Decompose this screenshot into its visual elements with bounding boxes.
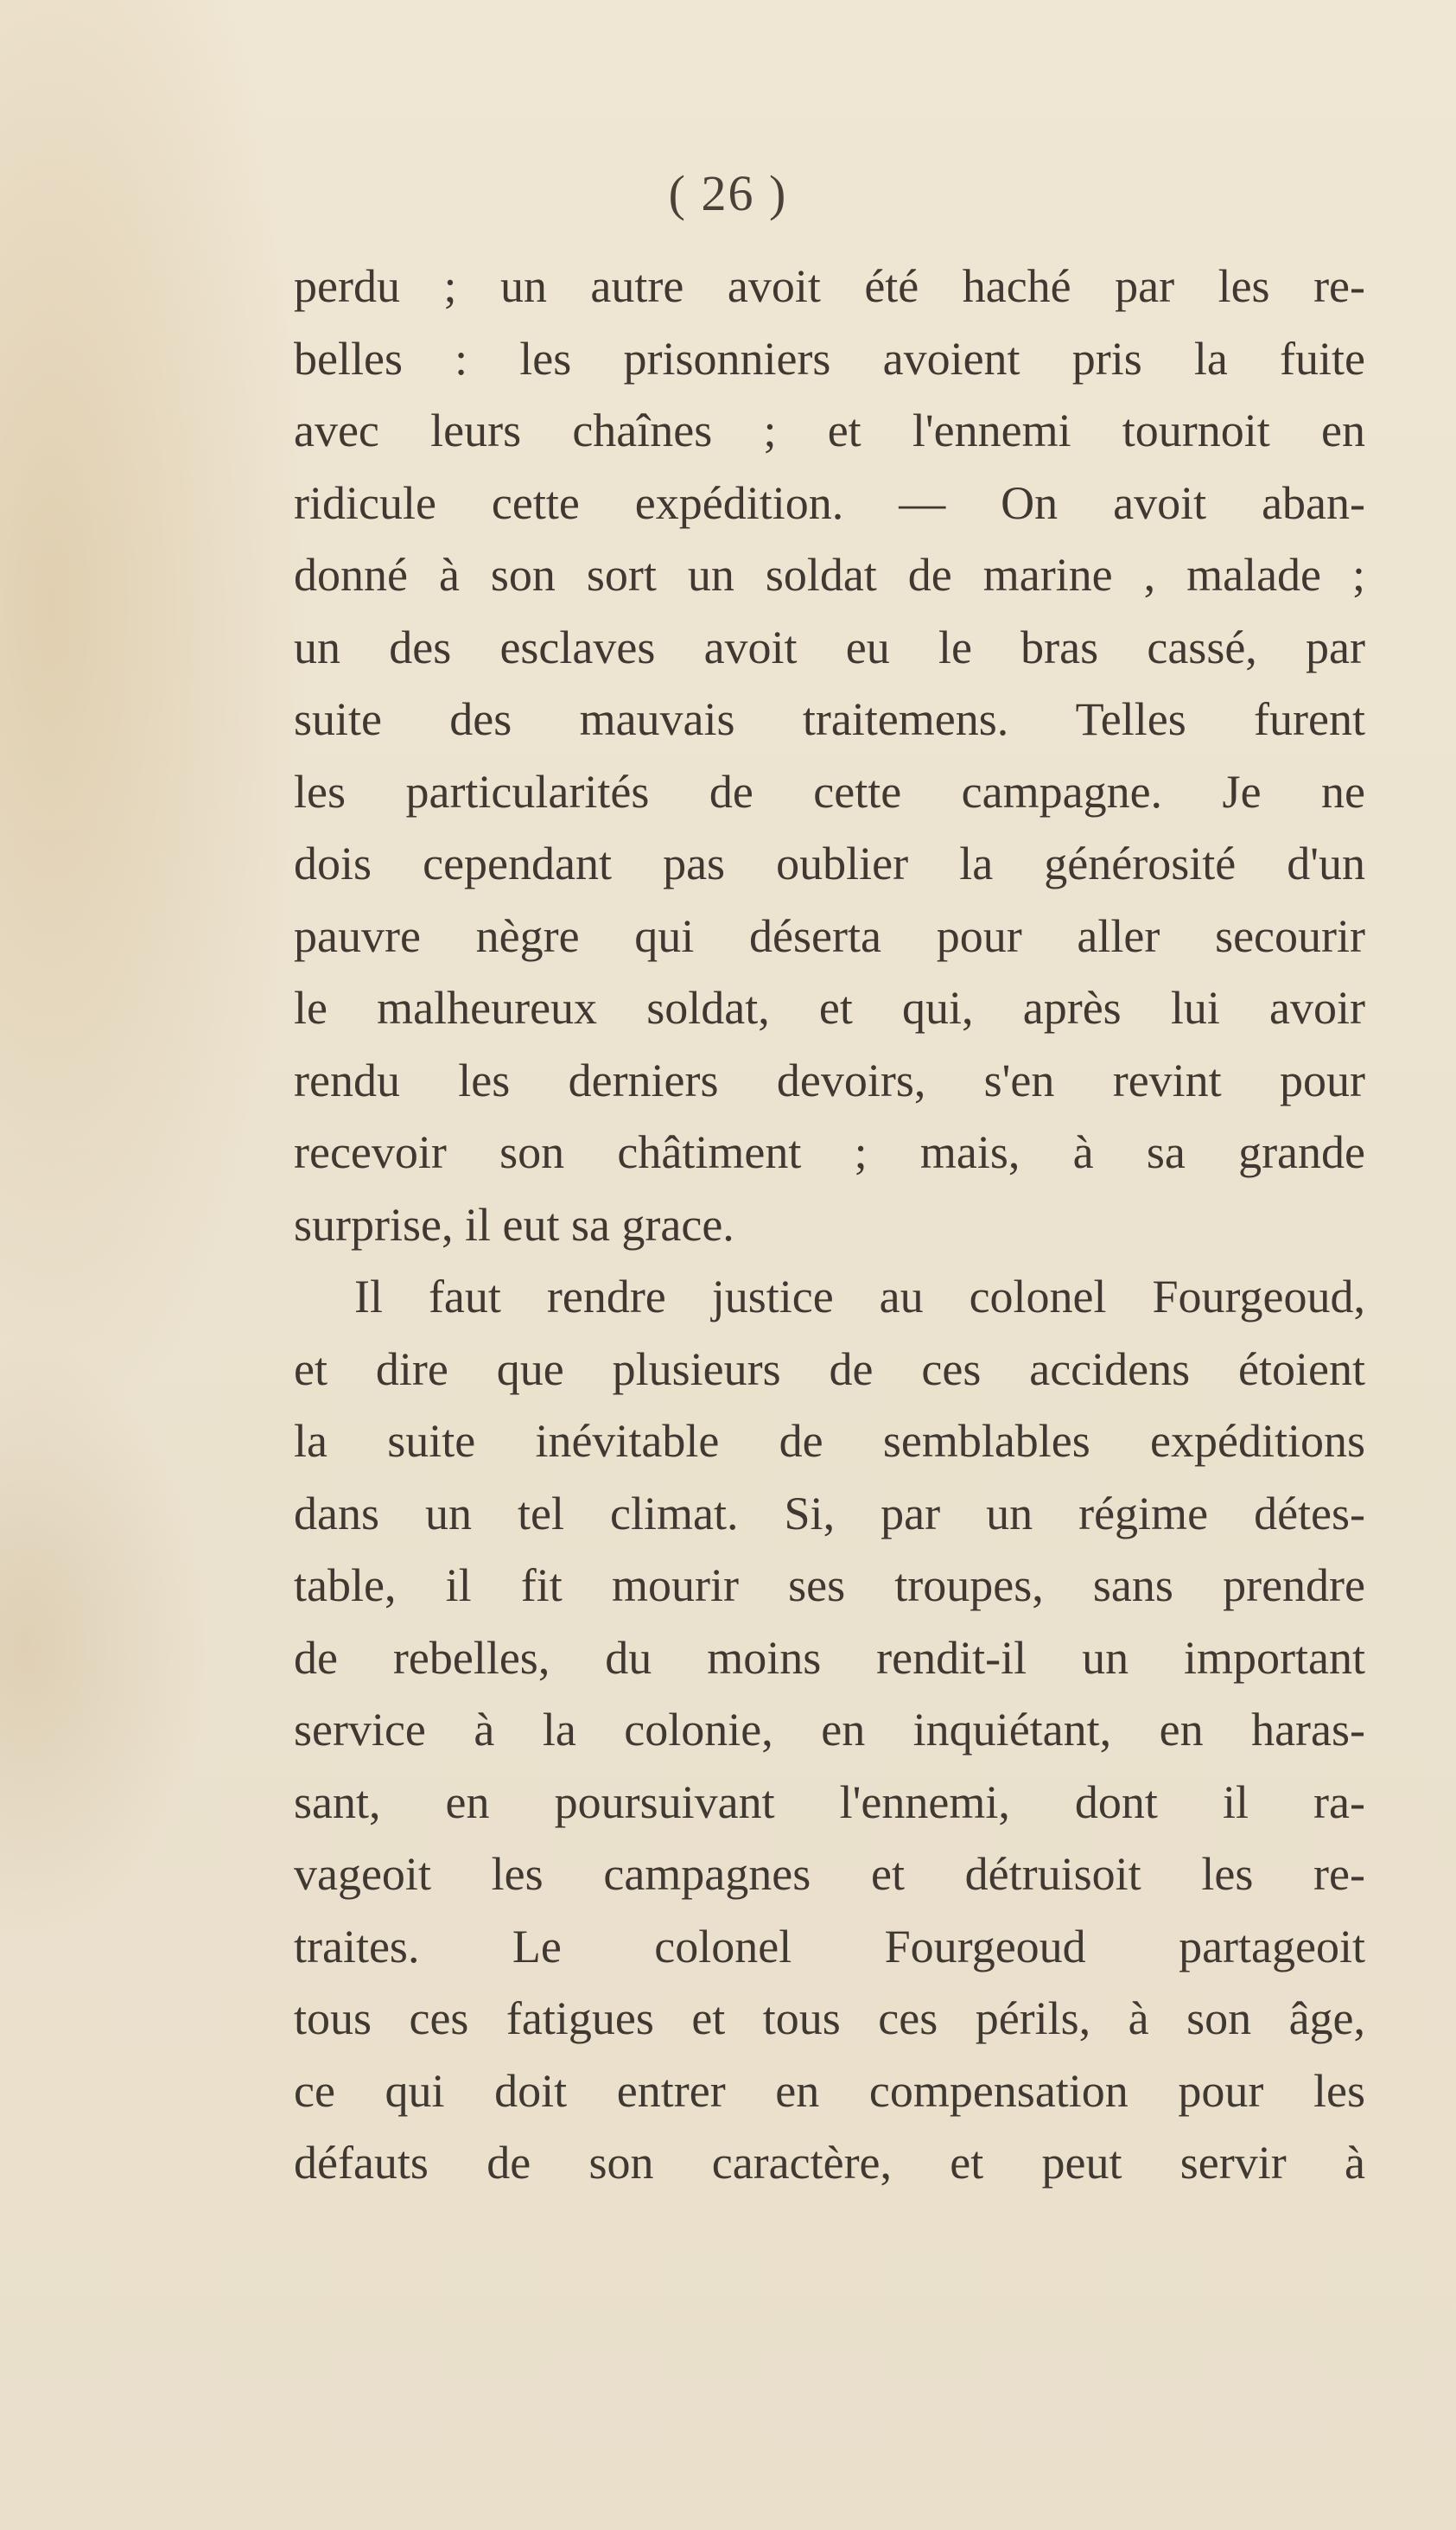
text-line: suite des mauvais traitemens. Telles furent [294, 693, 1365, 745]
text-line: défauts de son caractère, et peut servir à [294, 2137, 1365, 2189]
text-line: de rebelles, du moins rendit-il un important [294, 1631, 1365, 1684]
text-line: la suite inévitable de semblables expéditions [294, 1415, 1365, 1467]
text-line: perdu ; un autre avoit été haché par les re- [294, 260, 1365, 312]
text-line: Il faut rendre justice au colonel Fourgeoud, [354, 1271, 1365, 1322]
text-line: recevoir son châtiment ; mais, à sa grande [294, 1126, 1365, 1178]
text-line: et dire que plusieurs de ces accidens étoient [294, 1342, 1365, 1395]
text-line: ridicule cette expédition. — On avoit aban- [294, 476, 1365, 529]
text-line: tous ces fatigues et tous ces périls, à son âge, [294, 1992, 1365, 2044]
text-line: traites. Le colonel Fourgeoud partageoit [294, 1920, 1365, 1972]
text-line: ce qui doit entrer en compensation pour les [294, 2064, 1365, 2117]
text-line: sant, en poursuivant l'ennemi, dont il ra- [294, 1775, 1365, 1828]
text-line: table, il fit mourir ses troupes, sans prendre [294, 1559, 1365, 1611]
text-line: surprise, il eut sa grace. [294, 1198, 734, 1251]
text-line: donné à son sort un soldat de marine , malade ; [294, 549, 1365, 601]
text-line: rendu les derniers devoirs, s'en revint pour [294, 1054, 1365, 1106]
text-line: les particularités de cette campagne. Je ne [294, 765, 1365, 818]
text-line: pauvre nègre qui déserta pour aller secourir [294, 909, 1365, 962]
text-line: le malheureux soldat, et qui, après lui avoir [294, 982, 1365, 1034]
text-line: dois cependant pas oublier la générosité d'un [294, 838, 1365, 889]
text-line: dans un tel climat. Si, par un régime détes- [294, 1487, 1365, 1539]
body-text [294, 251, 1365, 2200]
page-number: ( 26 ) [668, 165, 788, 221]
text-line: service à la colonie, en inquiétant, en haras- [294, 1704, 1365, 1756]
text-line: avec leurs chaînes ; et l'ennemi tournoit en [294, 405, 1365, 456]
text-line: vageoit les campagnes et détruisoit les re- [294, 1848, 1365, 1900]
text-line: un des esclaves avoit eu le bras cassé, par [294, 621, 1365, 673]
text-line: belles : les prisonniers avoient pris la fuite [294, 332, 1365, 385]
